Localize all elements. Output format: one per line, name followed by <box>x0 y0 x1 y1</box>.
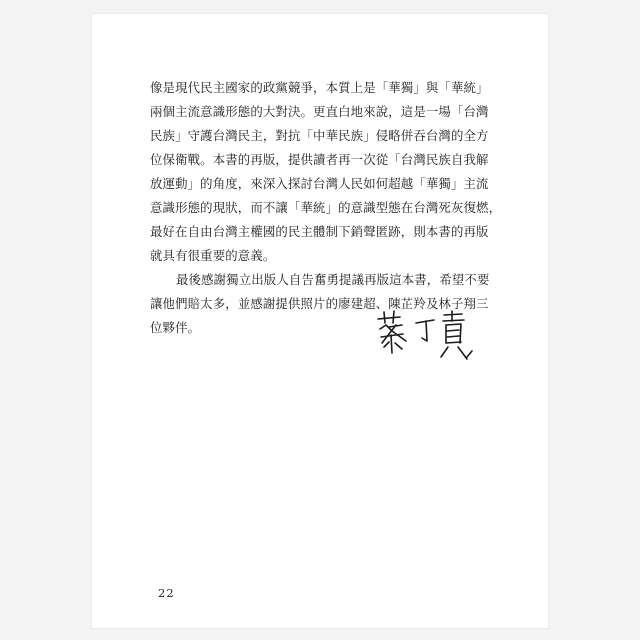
paragraph-1-line-1: 像是現代民主國家的政黨競爭，本質上是「華獨」與「華統」 <box>150 80 489 95</box>
paragraph-1-line-6: 意識形態的現狀，而不讓「華統」的意識型態在台灣死灰復燃， <box>150 200 502 215</box>
paragraph-1-line-8: 就具有很重要的意義。 <box>150 248 276 263</box>
paragraph-1-line-3: 民族」守護台灣民主，對抗「中華民族」侵略併吞台灣的全方 <box>150 128 489 143</box>
paragraph-1-line-5: 放運動」的角度，來深入探討台灣人民如何超越「華獨」主流 <box>150 176 489 191</box>
paragraph-2-line-1: 最後感謝獨立出版人自告奮勇提議再版這本書，希望不要 <box>176 272 490 287</box>
paragraph-1-line-7: 最好在自由台灣主權國的民主體制下銷聲匿跡，則本書的再版 <box>150 224 489 239</box>
handwritten-signature <box>372 307 482 369</box>
paragraph-1-line-4: 位保衛戰。本書的再版，提供讀者再一次從「台灣民族自我解 <box>150 152 489 167</box>
body-text <box>150 76 502 340</box>
paragraph-2-line-3: 位夥伴。 <box>150 320 201 335</box>
paragraph-1-line-2: 兩個主流意識形態的大對決。更直白地來說，這是一場「台灣 <box>150 104 489 119</box>
paragraph-2-line-2: 讓他們賠太多，並感謝提供照片的廖建超、陳芷羚及林子翔三 <box>150 296 489 311</box>
book-page <box>92 14 548 628</box>
page-number: 22 <box>158 586 175 600</box>
